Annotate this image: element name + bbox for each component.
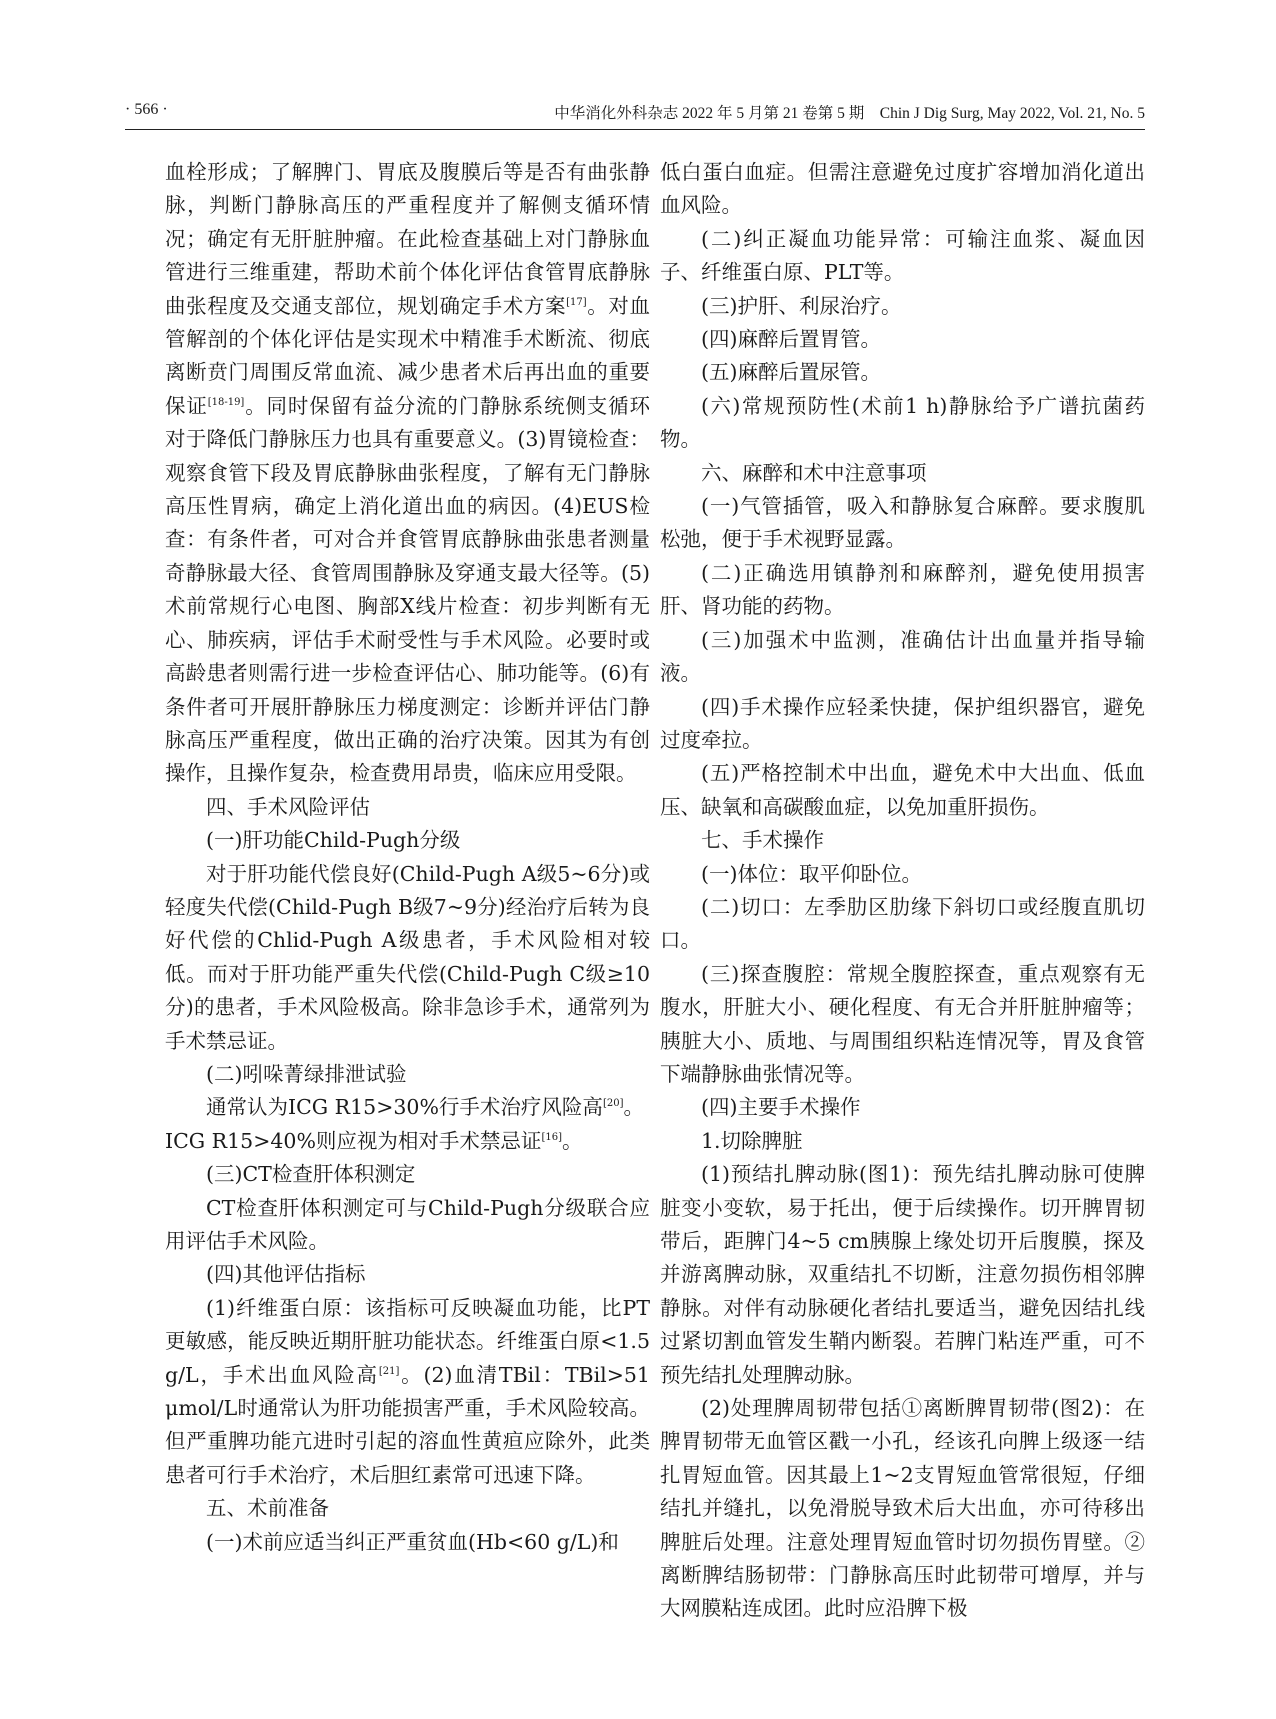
paragraph [660,1158,1145,1392]
paragraph-text: 通常认为ICG R15>30%行手术治疗风险高 [206,1095,603,1120]
paragraph-text: (一)肝功能Child-Pugh分级 [206,828,461,853]
paragraph [660,290,1145,323]
paragraph-text: (五)严格控制术中出血，避免术中大出血、低血压、缺氧和高碳酸血症，以免加重肝损伤。 [660,761,1145,819]
paragraph [660,390,1145,457]
paragraph [165,1192,650,1259]
paragraph-text: 。同时保留有益分流的门静脉系统侧支循环对于降低门静脉压力也具有重要意义。(3)胃镜检查：观察食管下段及胃底静脉曲张程度，了解有无门静脉高压性胃病，确定上消化道出血的病因。(4)EUS检查：有条件者，可对合并食管胃底静脉曲张患者测量奇静脉最大径、食管周围静脉及穿通支最大径等。(5)术前常规行心电图、胸部X线片检查：初步判断有无心、肺疾病，评估手术耐受性与手术风险。必要时或高龄患者则需行进一步检查评估心、肺功能等。(6)有条件者可开展肝静脉压力梯度测定：诊断并评估门静脉高压严重程度，做出正确的治疗决策。因其为有创操作，且操作复杂，检查费用昂贵，临床应用受限。 [165,393,651,786]
citation-ref: [20] [602,1098,624,1110]
paragraph [660,858,1145,891]
citation-ref: [17] [566,296,587,308]
paragraph [165,1058,650,1091]
right-column [660,156,1145,1626]
paragraph [660,490,1145,557]
left-column [165,156,650,1559]
paragraph [660,356,1145,389]
paragraph [660,323,1145,356]
paragraph-text: 五、术前准备 [206,1496,329,1521]
paragraph-text: (六)常规预防性(术前1 h)静脉给予广谱抗菌药物。 [660,393,1145,452]
paragraph-text: 低白蛋白血症。但需注意避免过度扩容增加消化道出血风险。 [660,160,1145,218]
paragraph-text: (三)护肝、利尿治疗。 [701,293,902,318]
paragraph [660,757,1145,824]
paragraph [660,1125,1145,1158]
paragraph [660,557,1145,624]
paragraph-text: (四)其他评估指标 [206,1262,366,1287]
paragraph-text: (三)CT检查肝体积测定 [206,1162,416,1187]
paragraph [165,791,650,824]
paragraph [165,1526,650,1559]
paragraph-text: (二)正确选用镇静剂和麻醉剂，避免使用损害肝、肾功能的药物。 [660,560,1145,619]
paragraph [660,223,1145,290]
page-number: · 566 · [125,101,168,118]
paragraph-text: 血栓形成；了解脾门、胃底及腹膜后等是否有曲张静脉，判断门静脉高压的严重程度并了解侧支循环情况；确定有无肝脏肿瘤。在此检查基础上对门静脉血管进行三维重建，帮助术前个体化评估食管胃底静脉曲张程度及交通支部位，规划确定手术方案 [165,160,650,318]
paragraph-text: ICG R15>40%则应视为相对手术禁忌证 [165,1128,542,1153]
running-header [125,95,1145,130]
paragraph-text: (一)气管插管，吸入和静脉复合麻醉。要求腹肌松弛，便于手术视野显露。 [660,494,1145,552]
paragraph-text: (三)探查腹腔：常规全腹腔探查，重点观察有无腹水，肝脏大小、硬化程度、有无合并肝脏肿瘤等；胰脏大小、质地、与周围组织粘连情况等，胃及食管下端静脉曲张情况等。 [660,961,1145,1086]
paragraph [660,1091,1145,1124]
paragraph-text: (一)术前应适当纠正严重贫血(Hb<60 g/L)和 [206,1529,619,1554]
citation-ref: [18-19] [207,397,245,409]
paragraph [165,1492,650,1525]
citation-ref: [21] [378,1365,400,1377]
paragraph [165,1258,650,1291]
paragraph [165,1292,650,1492]
paragraph [660,457,1145,490]
paragraph [165,156,650,791]
paragraph-text: 。对血管解剖的个体化评估是实现术中精准手术断流、彻底离断贲门周围反常血流、减少患者术后再出血的重要保证 [165,293,651,418]
paragraph [660,824,1145,857]
paragraph [165,1091,650,1124]
paragraph [660,891,1145,958]
paragraph [660,691,1145,758]
paragraph [165,1125,650,1158]
journal-citation: 中华消化外科杂志 2022 年 5 月第 21 卷第 5 期 Chin J Dig Surg, May 2022, Vol. 21, No. 5 [554,105,1145,122]
paragraph-text: 四、手术风险评估 [206,794,370,819]
paragraph-text: (1)纤维蛋白原：该指标可反映凝血功能，比PT更敏感，能反映近期肝脏功能状态。纤维蛋白原<1.5 g/L，手术出血风险高 [165,1295,650,1387]
paragraph-text: 。 [623,1095,644,1120]
paragraph [660,958,1145,1092]
paragraph-text: (四)手术操作应轻柔快捷，保护组织器官，避免过度牵拉。 [660,694,1145,752]
paragraph-text: 七、手术操作 [701,828,824,853]
paragraph-text: (二)纠正凝血功能异常：可输注血浆、凝血因子、纤维蛋白原、PLT等。 [660,226,1145,285]
paragraph [660,624,1145,691]
paragraph-text: 。 [561,1128,583,1153]
paragraph-text: (二)吲哚菁绿排泄试验 [206,1061,407,1086]
paragraph-text: CT检查肝体积测定可与Child-Pugh分级联合应用评估手术风险。 [165,1195,650,1253]
paragraph [165,824,650,857]
paragraph-text: 。(2)血清TBil：TBil>51 μmol/L时通常认为肝功能损害严重，手术风险较高。但严重脾功能亢进时引起的溶血性黄疸应除外，此类患者可行手术治疗，术后胆红素常可迅速下降。 [165,1362,650,1487]
paragraph-text: (三)加强术中监测，准确估计出血量并指导输液。 [660,627,1145,686]
paragraph [660,1392,1145,1626]
paragraph [165,1158,650,1191]
citation-ref: [16] [541,1131,562,1143]
paragraph [165,858,650,1058]
paragraph-text: (2)处理脾周韧带包括①离断脾胃韧带(图2)：在脾胃韧带无血管区戳一小孔，经该孔向脾上级逐一结扎胃短血管。因其最上1~2支胃短血管常很短，仔细结扎并缝扎，以免滑脱导致术后大出血，亦可待移出脾脏后处理。注意处理胃短血管时切勿损伤胃壁。②离断脾结肠韧带：门静脉高压时此韧带可增厚，并与大网膜粘连成团。此时应沿脾下极 [660,1396,1145,1621]
paragraph-text: (1)预结扎脾动脉(图1)：预先结扎脾动脉可使脾脏变小变软，易于托出，便于后续操作。切开脾胃韧带后，距脾门4~5 cm胰腺上缘处切开后腹膜，探及并游离脾动脉，双重结扎不切断，注意勿损伤相邻脾静脉。对伴有动脉硬化者结扎要适当，避免因结扎线过紧切割血管发生鞘内断裂。若脾门粘连严重，可不预先结扎处理脾动脉。 [660,1162,1145,1387]
paragraph-text: 1.切除脾脏 [701,1128,803,1153]
paragraph [660,156,1145,223]
paragraph-text: (一)体位：取平仰卧位。 [701,861,922,886]
paragraph-text: 对于肝功能代偿良好(Child-Pugh A级5~6分)或轻度失代偿(Child-Pugh B级7~9分)经治疗后转为良好代偿的Chlid-Pugh A级患者，手术风险相对较低。而对于肝功能严重失代偿(Child-Pugh C级≥10分)的患者，手术风险极高。除非急诊手术，通常列为手术禁忌证。 [165,861,650,1053]
paragraph-text: (二)切口：左季肋区肋缘下斜切口或经腹直肌切口。 [660,894,1145,953]
paragraph-text: (四)主要手术操作 [701,1095,861,1120]
paragraph-text: 六、麻醉和术中注意事项 [701,460,927,485]
paragraph-text: (四)麻醉后置胃管。 [701,327,881,352]
paragraph-text: (五)麻醉后置尿管。 [701,360,881,385]
